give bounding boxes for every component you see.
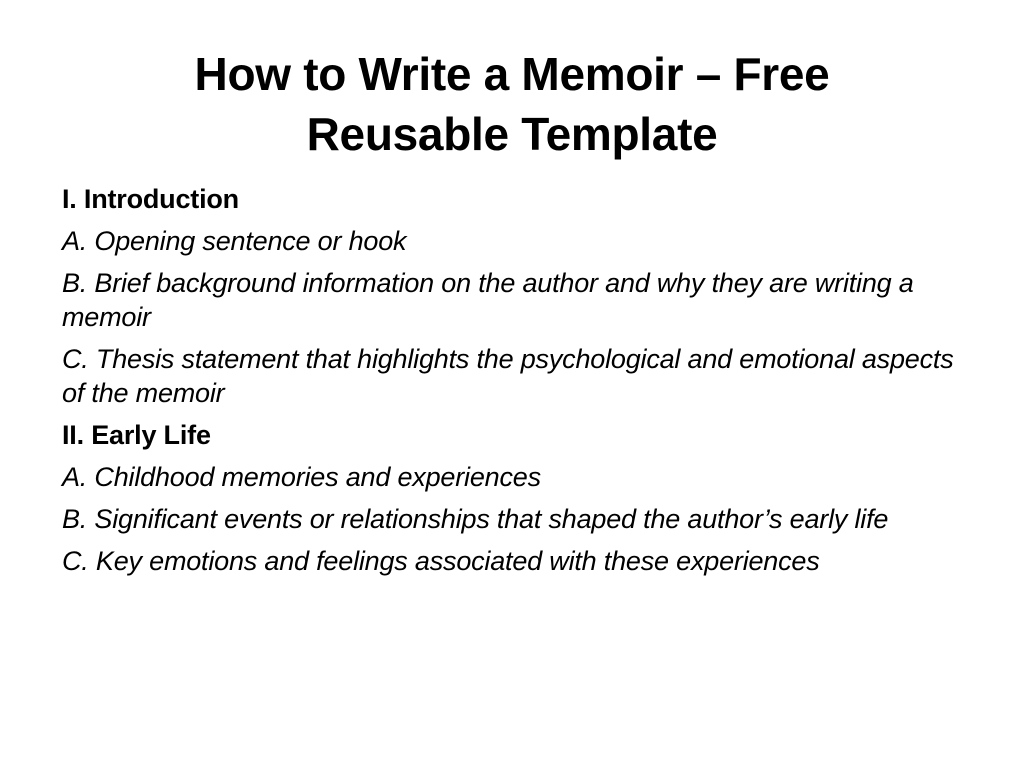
slide-title-line-1: How to Write a Memoir – Free <box>194 48 830 100</box>
outline-list <box>62 182 962 586</box>
slide-title-line-2: Reusable Template <box>306 108 718 160</box>
outline-item-childhood-memories: A. Childhood memories and experiences <box>62 462 541 492</box>
outline-item-significant-events: B. Significant events or relationships that shaped the author’s early life <box>62 504 889 534</box>
outline-heading-early-life: II. Early Life <box>62 420 211 450</box>
slide-title <box>120 44 904 164</box>
outline-item-background: B. Brief background information on the author and why they are writing a memoir <box>62 268 914 332</box>
outline-item-thesis: C. Thesis statement that highlights the psychological and emotional aspects of the memoir <box>62 344 954 408</box>
outline-item-key-emotions: C. Key emotions and feelings associated with these experiences <box>62 546 820 576</box>
outline-item-opening-hook: A. Opening sentence or hook <box>62 226 407 256</box>
outline-heading-introduction: I. Introduction <box>62 184 239 214</box>
